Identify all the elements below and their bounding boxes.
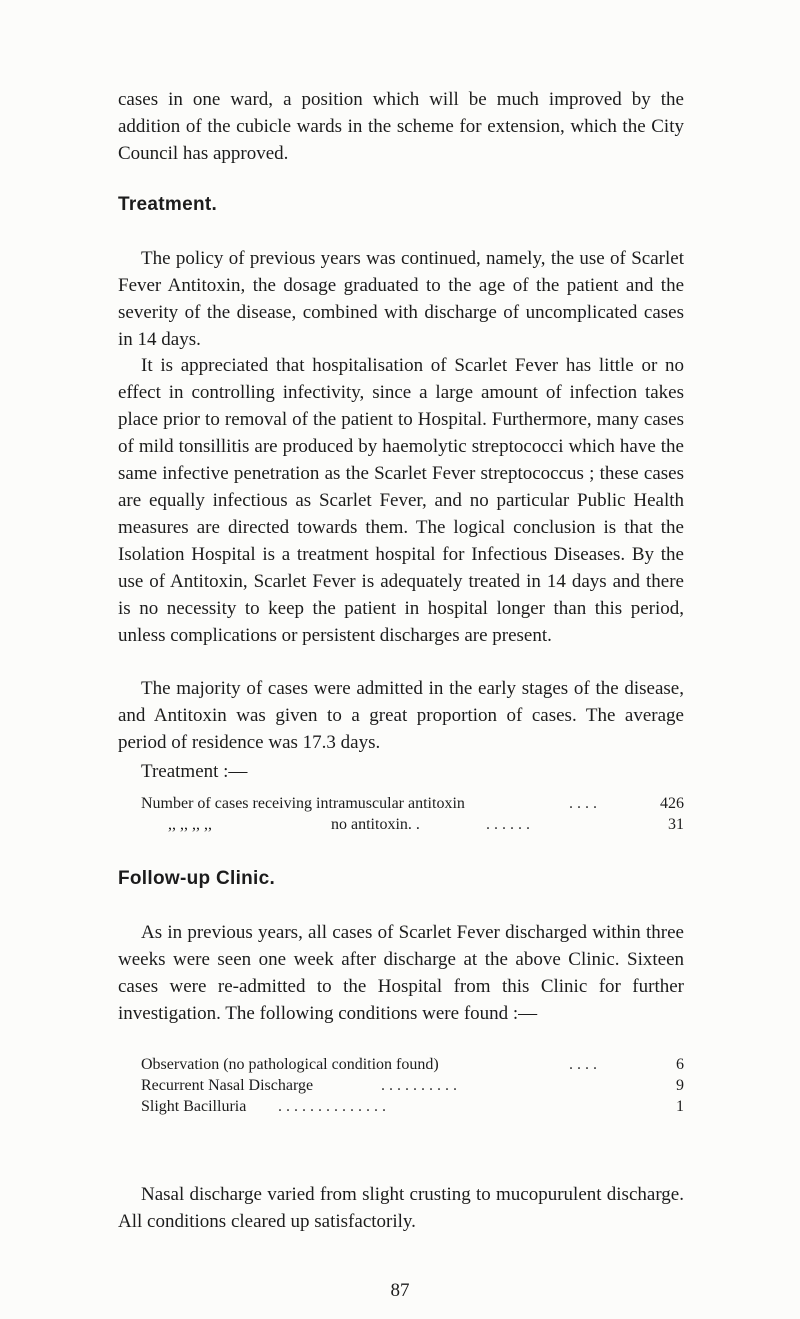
dot-leader: . . . . — [569, 1056, 597, 1073]
row-value: 426 — [660, 795, 684, 812]
treatment-table — [141, 793, 684, 835]
followup-paragraph-1: As in previous years, all cases of Scarlet Fever discharged within three weeks were seen one week after discharge at the above Clinic. Sixteen cases were re-admitted to the Hospital from this Clinic for further investigation. The following conditions were found :— — [118, 922, 684, 1024]
followup-table — [141, 1054, 684, 1117]
row-value: 9 — [676, 1077, 684, 1094]
row-label: Observation (no pathological condition found) — [141, 1056, 439, 1073]
table-row — [141, 793, 684, 814]
treatment-paragraph-2: It is appreciated that hospitalisation of Scarlet Fever has little or no effect in controlling infectivity, since a large amount of infection takes place prior to removal of the patient to Hospital. Furthermore, many cases of mild tonsillitis are produced by haemolytic streptococci which have the same infective penetration as the Scarlet Fever streptococcus ; these cases are equally infectious as Scarlet Fever, and no particular Public Health measures are directed towards them. The logical conclusion is that the Isolation Hospital is a treatment hospital for Infectious Diseases. By the use of Antitoxin, Scarlet Fever is adequately treated in 14 days and there is no necessity to keep the patient in hospital longer than this period, unless complications or persistent discharges are present. — [118, 355, 684, 646]
treatment-paragraph-1: The policy of previous years was continued, namely, the use of Scarlet Fever Antitoxin, the dosage graduated to the age of the patient and the severity of the disease, combined with discharge of uncomplicated cases in 14 days. — [118, 248, 684, 350]
followup-paragraph-2: Nasal discharge varied from slight crusting to mucopurulent discharge. All conditions cleared up satisfactorily. — [118, 1184, 684, 1232]
followup-heading: Follow-up Clinic. — [118, 868, 276, 889]
table-row — [141, 1096, 684, 1117]
row-label: no antitoxin. . — [331, 816, 420, 833]
row-label: Slight Bacilluria — [141, 1098, 247, 1115]
dot-leader: . . . . — [569, 795, 597, 812]
treatment-paragraph-3: The majority of cases were admitted in the early stages of the disease, and Antitoxin was given to a great proportion of cases. The average period of residence was 17.3 days. — [118, 678, 684, 753]
table-row — [141, 814, 684, 835]
intro-paragraph: cases in one ward, a position which will be much improved by the addition of the cubicle wards in the scheme for extension, which the City Council has approved. — [118, 89, 684, 164]
treatment-list-label: Treatment :— — [141, 761, 248, 782]
row-value: 6 — [676, 1056, 684, 1073]
dot-leader: . . . . . . — [486, 816, 530, 833]
dot-leader: . . . . . . . . . . — [381, 1077, 457, 1094]
row-value: 31 — [668, 816, 684, 833]
row-label: Number of cases receiving intramuscular antitoxin — [141, 795, 465, 812]
dot-leader: . . . . . . . . . . . . . . — [278, 1098, 386, 1115]
table-row — [141, 1075, 684, 1096]
row-value: 1 — [676, 1098, 684, 1115]
table-row — [141, 1054, 684, 1075]
ditto-marks: ,, ,, ,, ,, — [168, 816, 212, 833]
page-number: 87 — [390, 1280, 410, 1301]
row-label: Recurrent Nasal Discharge — [141, 1077, 314, 1094]
treatment-heading: Treatment. — [118, 194, 218, 215]
